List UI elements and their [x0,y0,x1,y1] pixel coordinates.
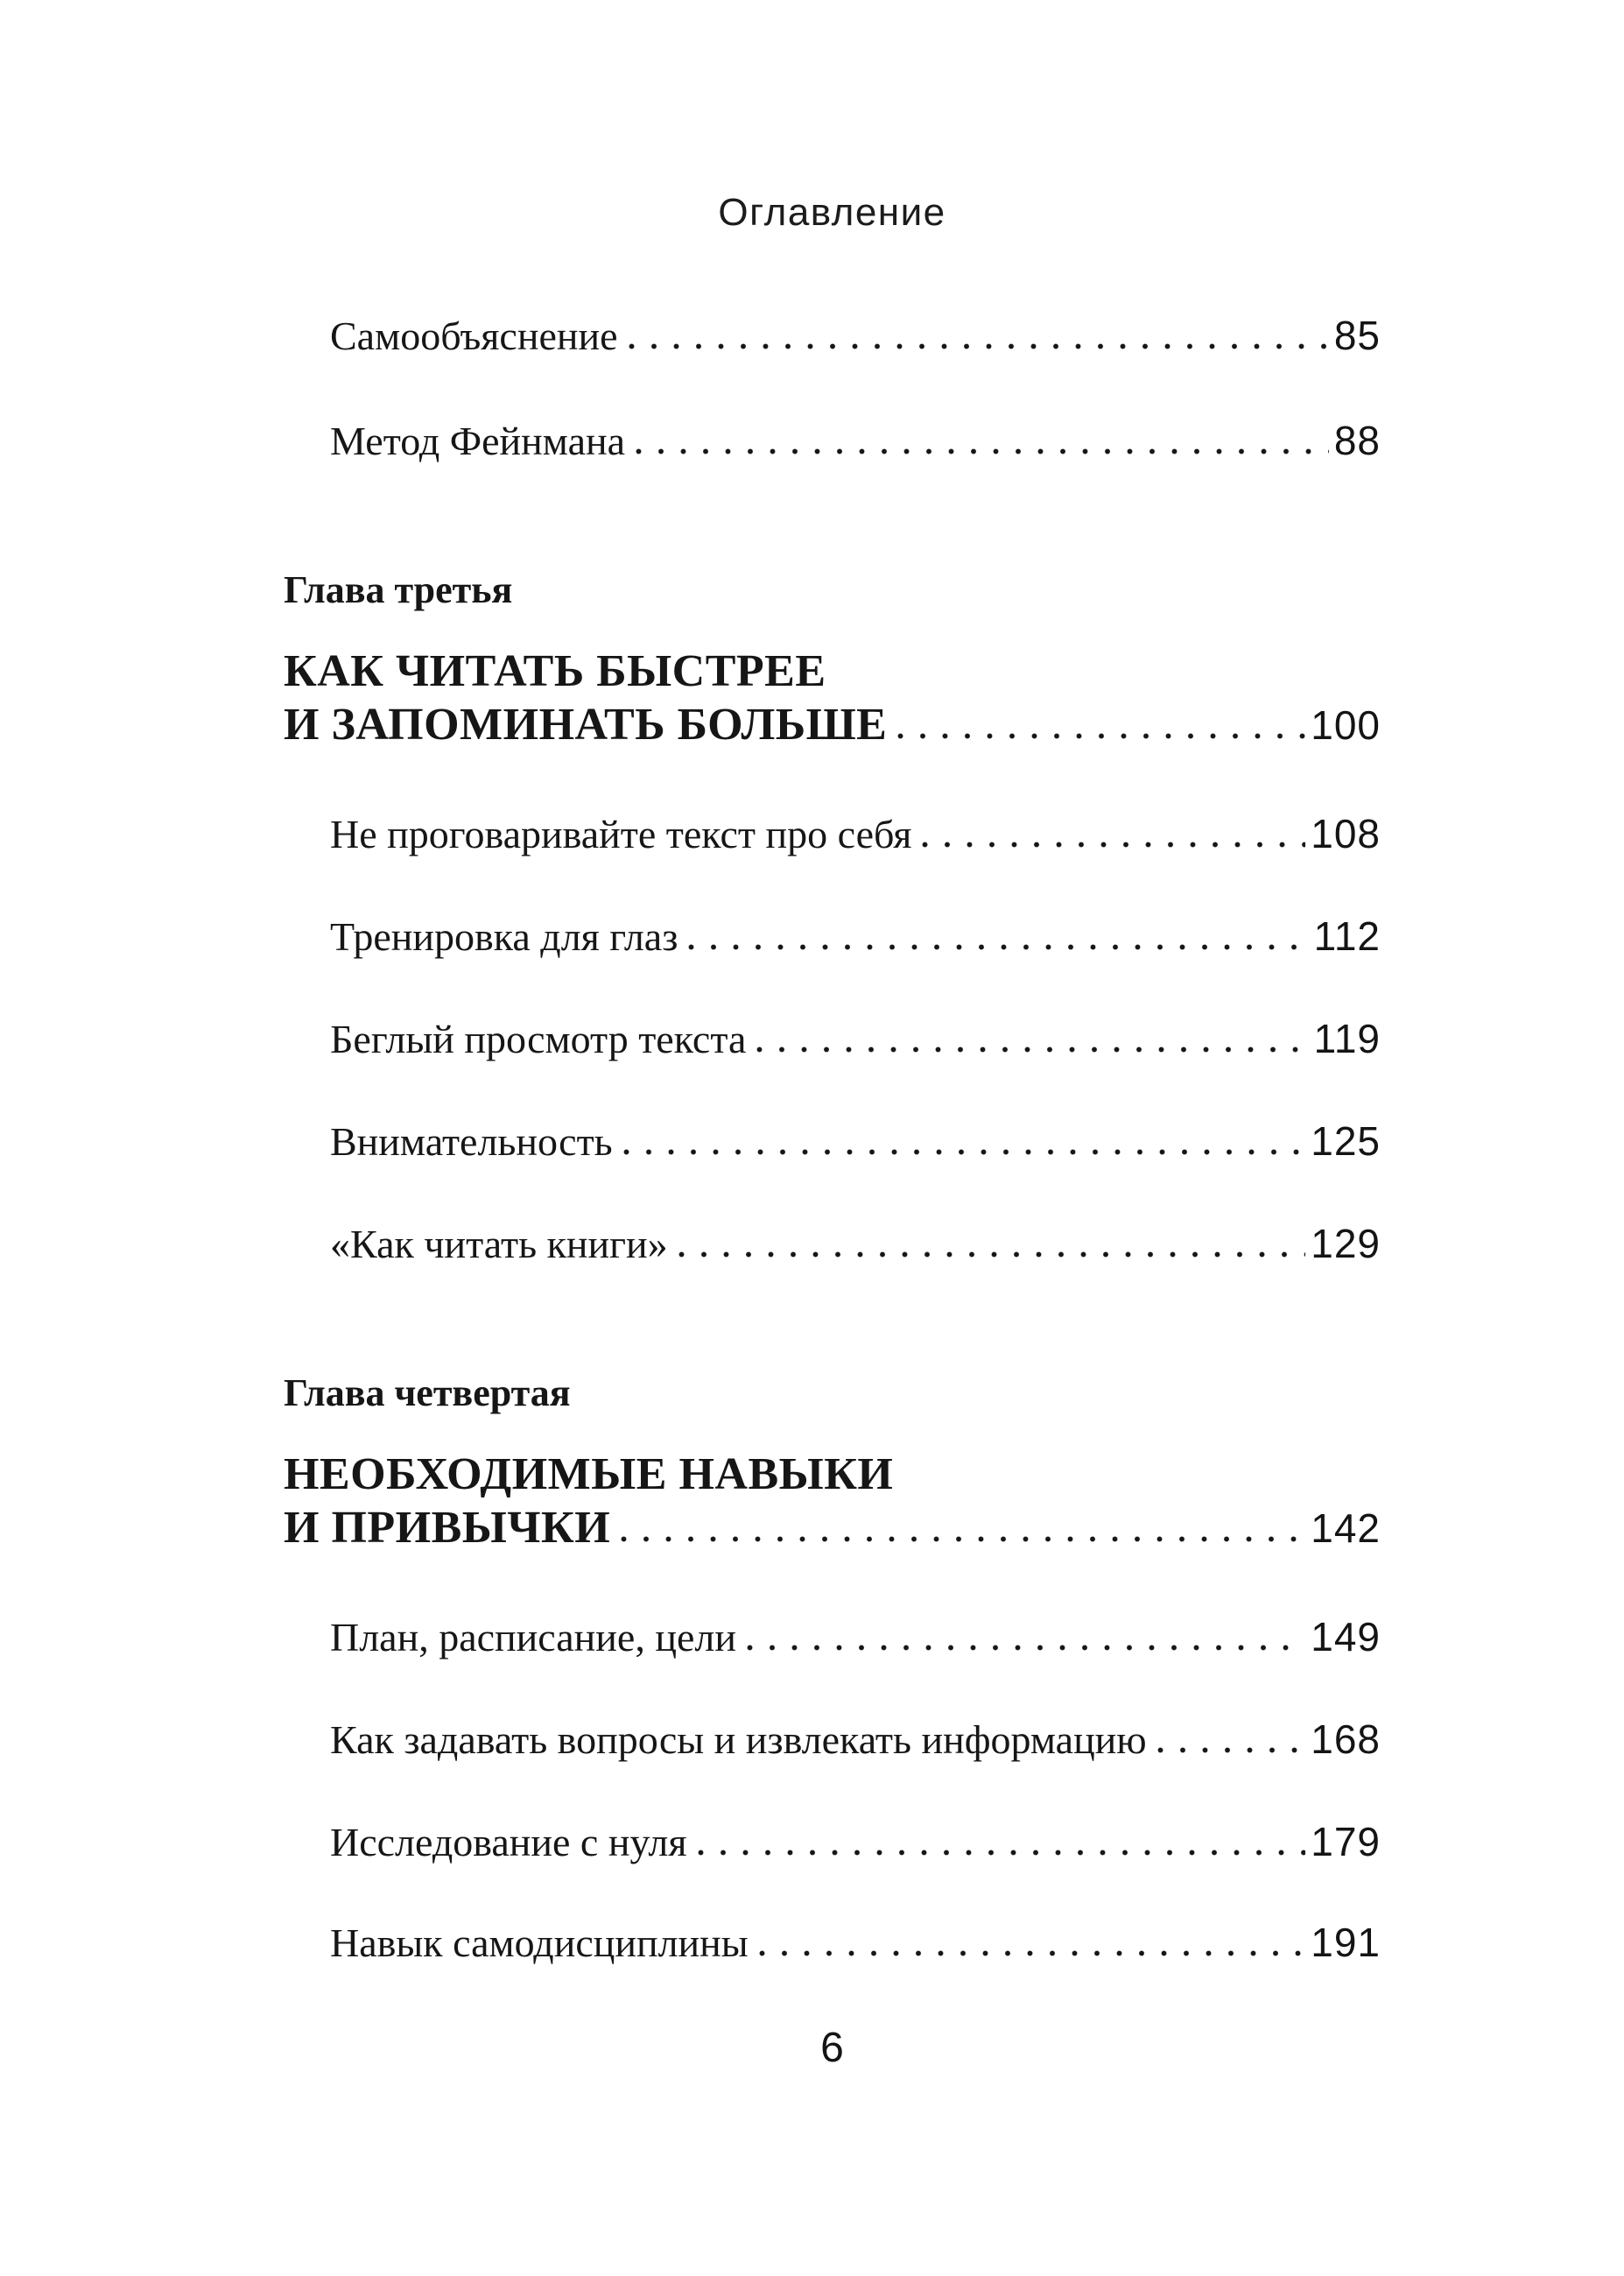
toc-entry [284,1819,1381,1865]
page-ref-number: 149 [1311,1614,1381,1659]
dot-leader [922,842,1305,848]
chapter-title-line [284,649,1381,694]
chapter-label-text: Глава четвертая [284,1371,571,1414]
page-ref-number: 119 [1313,1016,1381,1061]
dot-leader [636,448,1329,454]
toc-entry-title: «Как читать книги» [330,1222,668,1266]
running-header: Оглавление [718,191,946,234]
page-ref-number: 85 [1333,313,1381,358]
chapter-title-line [284,1505,1381,1551]
folio-page-number: 6 [820,2025,844,2071]
chapter-title-text: И ПРИВЫЧКИ [284,1505,611,1551]
dot-leader [698,1850,1306,1856]
chapter-label [284,1371,1381,1416]
toc-entry [284,913,1381,960]
toc-entry-title: Беглый просмотр текста [330,1017,747,1061]
chapter-title-line [284,702,1381,748]
toc-entry [284,1614,1381,1660]
toc-entry-title: Исследование с нуля [330,1820,687,1864]
page-ref-number: 88 [1333,418,1381,463]
dot-leader [623,1149,1306,1155]
page-ref-number: 191 [1311,1920,1381,1965]
toc-entry-title: Тренировка для глаз [330,914,678,959]
page-ref-number: 179 [1311,1819,1381,1864]
chapter-title-text: НЕОБХОДИМЫЕ НАВЫКИ [284,1452,894,1497]
chapter-title-text: И ЗАПОМИНАТЬ БОЛЬШЕ [284,702,888,748]
page-ref-number: 100 [1311,702,1381,748]
toc-entry-title: Самообъяснение [330,314,618,358]
dot-leader [678,1251,1306,1258]
chapter-title-line [284,1452,1381,1497]
toc-entry-title: Навык самодисциплины [330,1920,749,1965]
toc-entry-title: Как задавать вопросы и извлекать информацию [330,1717,1147,1762]
toc-entry [284,313,1381,359]
toc-entry [284,811,1381,857]
dot-leader [1157,1747,1306,1753]
toc-entry-title: Внимательность [330,1119,613,1164]
chapter-title-text: КАК ЧИТАТЬ БЫСТРЕЕ [284,649,826,694]
toc-entry [284,1118,1381,1165]
page-ref-number: 125 [1311,1118,1381,1164]
toc-entry-title: Не проговаривайте текст про себя [330,812,912,856]
chapter-label-text: Глава третья [284,568,513,611]
page-ref-number: 108 [1311,811,1381,856]
page-ref-number: 129 [1311,1221,1381,1266]
page-ref-number: 112 [1313,913,1381,959]
toc-entry-title: Метод Фейнмана [330,419,626,463]
dot-leader [756,1046,1308,1053]
dot-leader [621,1536,1305,1542]
chapter-label [284,567,1381,613]
dot-leader [629,343,1329,349]
toc-entry [284,418,1381,464]
toc-entry-title: План, расписание, цели [330,1615,736,1659]
toc-entry [284,1221,1381,1267]
dot-leader [897,733,1305,739]
page-ref-number: 168 [1311,1716,1381,1762]
dot-leader [747,1645,1305,1651]
dot-leader [759,1950,1306,1956]
dot-leader [688,944,1308,950]
toc-entry [284,1920,1381,1966]
toc-entry [284,1016,1381,1062]
page-ref-number: 142 [1311,1505,1381,1551]
toc-entry [284,1716,1381,1763]
